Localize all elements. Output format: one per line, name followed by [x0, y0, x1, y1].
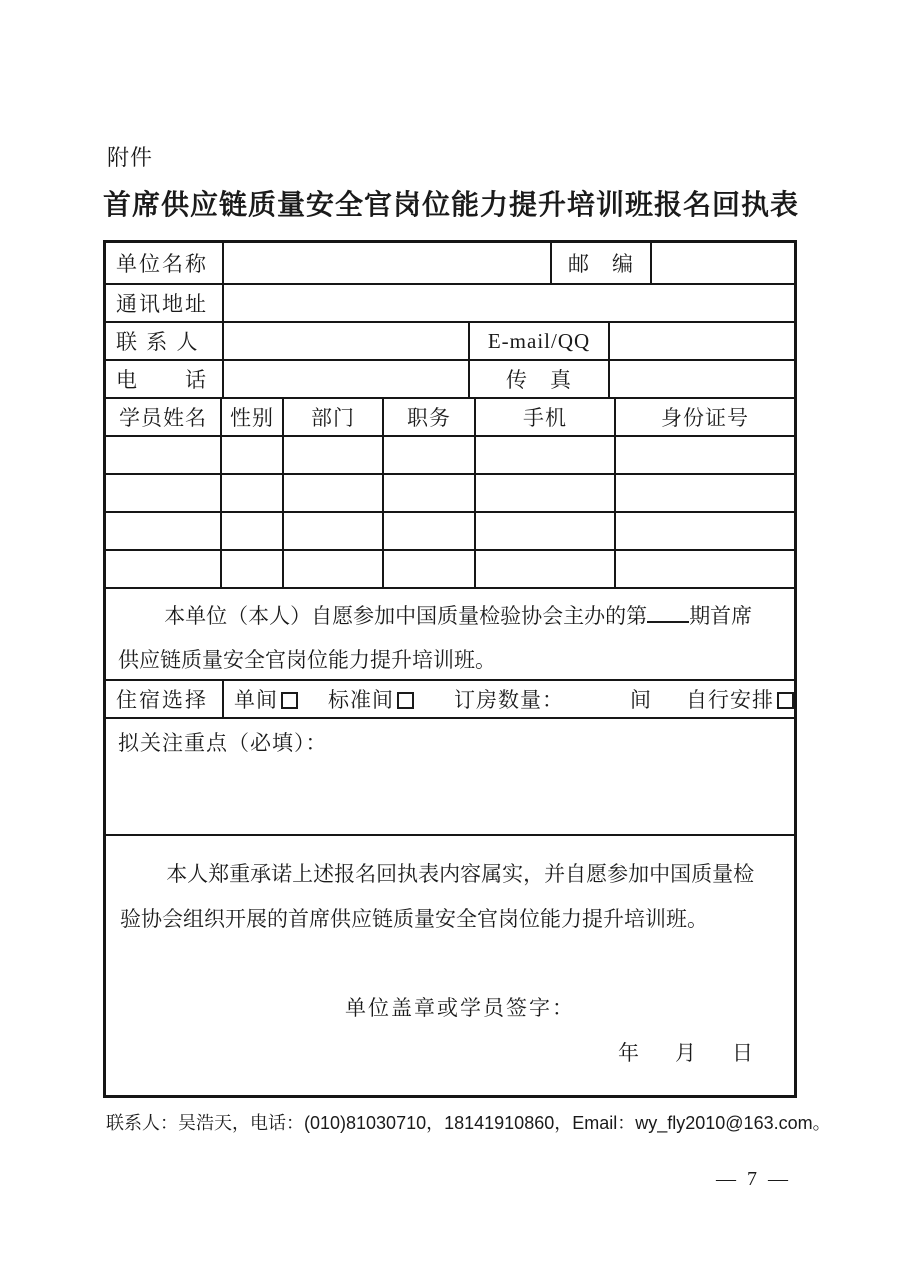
footer-contact: 联系人：吴浩天，电话：(010)81030710，18141910860，Email：wy_fly2010@163.com。	[106, 1113, 831, 1133]
phone-label: 电 话	[106, 361, 224, 397]
self-arrange-option: 自行安排	[686, 684, 794, 714]
postal-code-label: 邮 编	[552, 243, 652, 283]
page-number: — 7 —	[716, 1168, 791, 1190]
address-row	[106, 285, 794, 323]
attendee-blank-row	[106, 475, 794, 513]
hotel-choice-label: 住宿选择	[106, 681, 224, 717]
attendee-blank-row	[106, 551, 794, 589]
booking-qty-label: 订房数量：	[454, 688, 564, 712]
attendee-name-header: 学员姓名	[106, 399, 222, 435]
attendee-gender-header: 性别	[222, 399, 284, 435]
address-label: 通讯地址	[106, 285, 224, 321]
email-qq-label: E-mail/QQ	[470, 323, 610, 359]
attendee-position-header: 职务	[384, 399, 476, 435]
self-arrange-checkbox	[777, 692, 794, 709]
attendee-mobile-header: 手机	[476, 399, 616, 435]
address-value-cell	[224, 285, 794, 321]
qty-unit-label: 间	[630, 688, 652, 712]
contact-label: 联 系 人	[106, 323, 224, 359]
hotel-choice-row	[106, 681, 794, 719]
session-number-blank	[647, 602, 689, 623]
attendee-blank-row	[106, 513, 794, 551]
email-qq-value-cell	[610, 323, 794, 359]
participation-statement-row	[106, 589, 794, 681]
page-title: 首席供应链质量安全官岗位能力提升培训班报名回执表	[103, 190, 800, 221]
date-month-label: 月	[675, 1041, 696, 1065]
standard-room-option: 标准间	[328, 684, 414, 714]
unit-name-label: 单位名称	[106, 243, 224, 283]
standard-room-checkbox	[397, 692, 414, 709]
attendee-blank-row	[106, 437, 794, 475]
hotel-options	[224, 681, 794, 717]
registration-table	[103, 240, 797, 1098]
phone-value-cell	[224, 361, 470, 397]
signature-label: 单位盖章或学员签字：	[345, 996, 575, 1020]
participation-text: 本单位（本人）自愿参加中国质量检验协会主办的第 期首席	[164, 604, 753, 628]
single-room-option: 单间	[234, 684, 298, 714]
attachment-label: 附件	[107, 145, 154, 170]
participation-text-line2: 供应链质量安全官岗位能力提升培训班。	[118, 648, 496, 672]
date-line	[618, 1037, 780, 1067]
fax-label: 传 真	[470, 361, 610, 397]
participation-statement	[106, 589, 794, 679]
contact-value-cell	[224, 323, 470, 359]
focus-row	[106, 719, 794, 836]
postal-code-value-cell	[652, 243, 794, 283]
date-year-label: 年	[618, 1041, 639, 1065]
single-room-checkbox	[281, 692, 298, 709]
attendee-header-row	[106, 399, 794, 437]
document-content	[103, 141, 831, 1135]
declaration-text: 本人郑重承诺上述报名回执表内容属实，并自愿参加中国质量检 验协会组织开展的首席供应链质量安全官岗位能力提升培训班。	[120, 862, 755, 931]
declaration-signature-cell	[106, 836, 794, 1095]
date-day-label: 日	[732, 1041, 753, 1065]
contact-row	[106, 323, 794, 361]
declaration-signature-row	[106, 836, 794, 1095]
phone-row	[106, 361, 794, 399]
focus-label: 拟关注重点（必填）：	[118, 731, 328, 755]
attendee-id-header: 身份证号	[661, 406, 749, 430]
unit-name-row	[106, 243, 794, 285]
unit-name-value-cell	[224, 243, 552, 283]
attendee-department-header: 部门	[284, 399, 384, 435]
fax-value-cell	[610, 361, 794, 397]
